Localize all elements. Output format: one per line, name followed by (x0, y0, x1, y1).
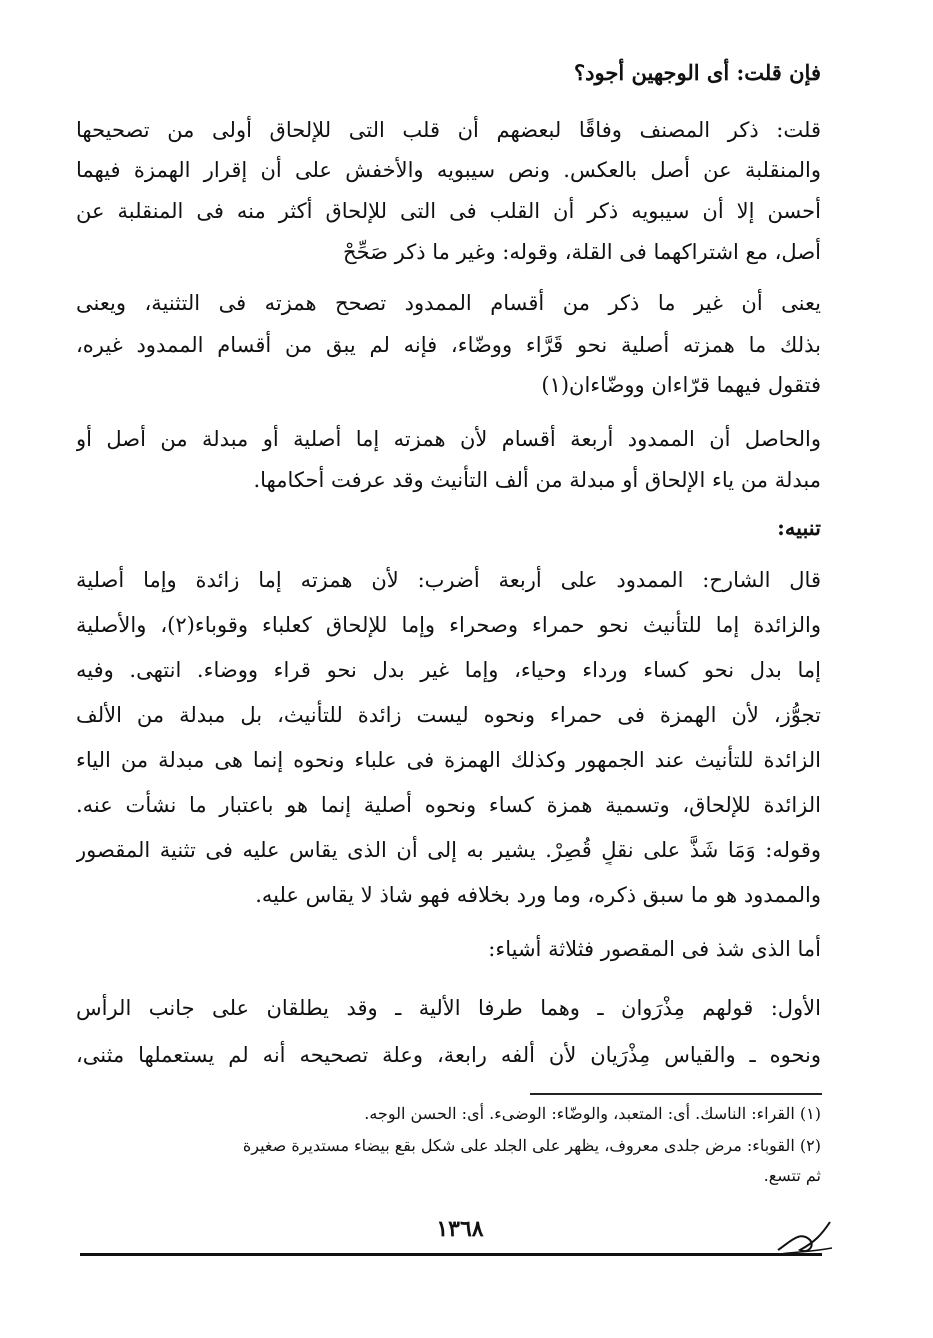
text-line-8: فتقول فيهما قرّاءان ووضّاءان(١) (541, 373, 821, 397)
bottom-rule (80, 1253, 822, 1256)
text-line-9: والحاصل أن الممدود أربعة أقسام لأن همزته إما أصلية أو مبدلة من أصل أو (76, 427, 821, 451)
text-line-19: والممدود هو ما سبق ذكره، وما ورد بخلافه فهو شاذ لا يقاس عليه. (255, 883, 821, 907)
text-line-13: والزائدة إما للتأنيث نحو حمراء وصحراء وإما للإلحاق كعلباء وقوباء(٢)، والأصلية (76, 613, 821, 637)
text-line-15: تجوُّز، لأن الهمزة فى حمراء ونحوه ليست زائدة للتأنيث، بل مبدلة من الألف (76, 703, 821, 727)
text-line-21: الأول: قولهم مِذْرَوان ـ وهما طرفا الألية ـ وقد يطلقان على جانب الرأس (76, 996, 821, 1020)
text-line-14: إما بدل نحو كساء ورداء وحياء، وإما غير بدل نحو قراء ووضاء. انتهى. وفيه (76, 658, 821, 682)
text-line-2: قلت: ذكر المصنف وفاقًا لبعضهم أن قلب التى للإلحاق أولى من تصحيحها (76, 118, 821, 142)
page-number: ١٣٦٨ (436, 1216, 484, 1242)
text-line-12: قال الشارح: الممدود على أربعة أضرب: لأن همزته إما زائدة وإما أصلية (76, 568, 821, 592)
text-line-7: بذلك ما همزته أصلية نحو قَرَّاء ووضّاء، فإنه لم يبق من أقسام الممدود غيره، (76, 333, 821, 357)
text-line-17: الزائدة للإلحاق، وتسمية همزة كساء ونحوه أصلية إنما هو باعتبار ما نشأت عنه. (76, 793, 821, 817)
text-line-5: أصل، مع اشتراكهما فى القلة، وقوله: وغير ما ذكر صَحِّحْ (343, 240, 821, 264)
text-line-3: والمنقلبة عن أصل بالعكس. ونص سيبويه والأخفش على أن إقرار الهمزة فيهما (76, 158, 821, 182)
text-line-6: يعنى أن غير ما ذكر من أقسام الممدود تصحح همزته فى التثنية، ويعنى (76, 291, 821, 315)
text-line-1: فإن قلت: أى الوجهين أجود؟ (574, 60, 821, 85)
text-line-20: أما الذى شذ فى المقصور فثلاثة أشياء: (488, 937, 821, 961)
footnote-2-continued: ثم تتسع. (763, 1166, 821, 1185)
text-line-16: الزائدة للتأنيث عند الجمهور وكذلك الهمزة فى علباء ونحوه إنما هى مبدلة من الياء (76, 748, 821, 772)
footnote-2: (٢) القوباء: مرض جلدى معروف، يظهر على الجلد على شكل بقع بيضاء مستديرة صغيرة (242, 1136, 821, 1155)
text-line-18: وقوله: وَمَا شَذَّ على نقلٍ قُصِرْ. يشير به إلى أن الذى يقاس عليه فى تثنية المقصور (76, 838, 821, 862)
footnote-separator (530, 1093, 822, 1095)
text-line-22: ونحوه ـ والقياس مِذْرَيان لأن ألفه رابعة، وعلة تصحيحه أنه لم يستعملها مثنى، (76, 1043, 821, 1067)
text-line-4: أحسن إلا أن سيبويه ذكر أن القلب فى التى للإلحاق أكثر منه فى المنقلبة عن (76, 199, 821, 223)
footnote-1: (١) القراء: الناسك. أى: المتعبد، والوضّاء: الوضىء. أى: الحسن الوجه. (364, 1104, 821, 1123)
text-line-11: تنبيه: (777, 515, 821, 540)
text-line-10: مبدلة من ياء الإلحاق أو مبدلة من ألف التأنيث وقد عرفت أحكامها. (253, 468, 821, 492)
